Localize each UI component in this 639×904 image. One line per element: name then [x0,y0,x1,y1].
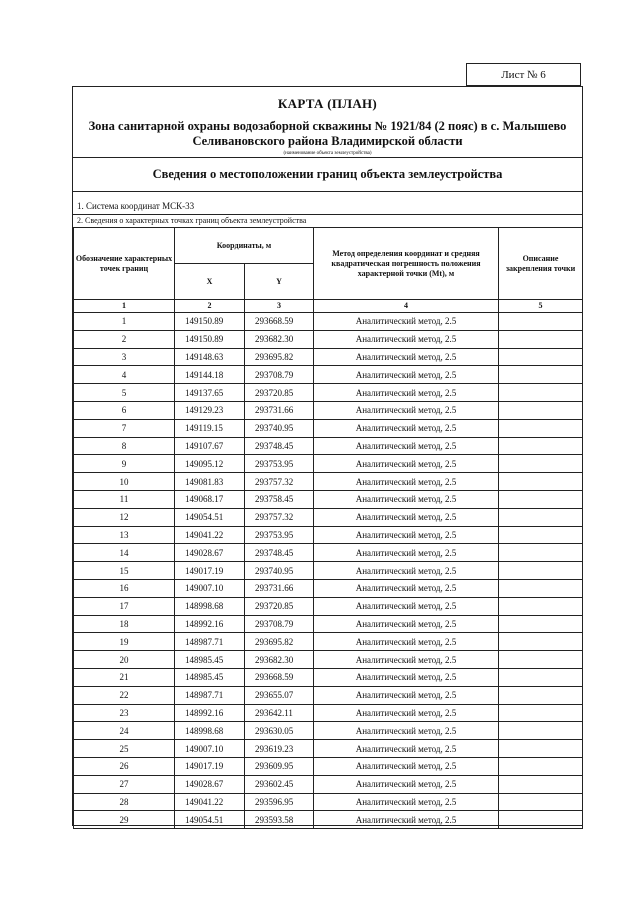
table-row [74,419,583,437]
header-y: Y [245,264,314,300]
description-cell [499,366,583,384]
point-number-cell: 25 [74,740,175,758]
table-row [74,633,583,651]
description-cell [499,668,583,686]
y-cell: 293731.66 [245,579,314,597]
x-cell: 148985.45 [175,668,245,686]
description-cell [499,686,583,704]
method-cell: Аналитический метод, 2.5 [314,490,499,508]
x-cell: 148998.68 [175,722,245,740]
description-cell [499,313,583,331]
x-cell: 149137.65 [175,384,245,402]
method-cell: Аналитический метод, 2.5 [314,704,499,722]
col-number-2: 2 [175,300,245,313]
x-cell: 148985.45 [175,651,245,669]
table-row [74,562,583,580]
y-cell: 293753.95 [245,455,314,473]
point-number-cell: 6 [74,401,175,419]
y-cell: 293695.82 [245,348,314,366]
table-row [74,615,583,633]
point-number-cell: 3 [74,348,175,366]
x-cell: 148987.71 [175,633,245,651]
table-row [74,348,583,366]
x-cell: 149129.23 [175,401,245,419]
point-number-cell: 13 [74,526,175,544]
description-cell [499,384,583,402]
table-row [74,757,583,775]
description-cell [499,704,583,722]
y-cell: 293748.45 [245,544,314,562]
method-cell: Аналитический метод, 2.5 [314,562,499,580]
table-row [74,490,583,508]
document-subtitle: Зона санитарной охраны водозаборной скважины № 1921/84 (2 пояс) в с. Малышево Селивановского района Владимирской области [88,119,567,148]
x-cell: 149007.10 [175,579,245,597]
y-cell: 293720.85 [245,384,314,402]
table-row [74,668,583,686]
y-cell: 293695.82 [245,633,314,651]
description-cell [499,455,583,473]
method-cell: Аналитический метод, 2.5 [314,686,499,704]
y-cell: 293708.79 [245,615,314,633]
method-cell: Аналитический метод, 2.5 [314,330,499,348]
description-cell [499,615,583,633]
description-cell [499,490,583,508]
table-row [74,686,583,704]
method-cell: Аналитический метод, 2.5 [314,508,499,526]
title-block [73,87,582,158]
description-cell [499,793,583,811]
points-info-line: 2. Сведения о характерных точках границ объекта землеустройства [77,216,307,225]
description-cell [499,544,583,562]
col-number-3: 3 [245,300,314,313]
header-method: Метод определения координат и средняя квадратическая погрешность положения характерной точки (Mt), м [314,228,499,300]
point-number-cell: 16 [74,579,175,597]
table-row [74,651,583,669]
table-row [74,597,583,615]
table-row [74,526,583,544]
method-cell: Аналитический метод, 2.5 [314,384,499,402]
method-cell: Аналитический метод, 2.5 [314,437,499,455]
x-cell: 149144.18 [175,366,245,384]
table-row [74,704,583,722]
x-cell: 149017.19 [175,562,245,580]
x-cell: 148998.68 [175,597,245,615]
description-cell [499,722,583,740]
x-cell: 149007.10 [175,740,245,758]
y-cell: 293642.11 [245,704,314,722]
description-cell [499,562,583,580]
description-cell [499,526,583,544]
method-cell: Аналитический метод, 2.5 [314,579,499,597]
coordinate-system-line: 1. Система координат МСК-33 [73,201,582,215]
point-number-cell: 21 [74,668,175,686]
point-number-cell: 5 [74,384,175,402]
method-cell: Аналитический метод, 2.5 [314,544,499,562]
point-number-cell: 4 [74,366,175,384]
y-cell: 293740.95 [245,419,314,437]
description-cell [499,579,583,597]
description-cell [499,740,583,758]
col-number-4: 4 [314,300,499,313]
col-number-1: 1 [74,300,175,313]
x-cell: 149041.22 [175,526,245,544]
header-coords: Координаты, м [175,228,314,264]
points-table [73,227,583,829]
method-cell: Аналитический метод, 2.5 [314,722,499,740]
point-number-cell: 8 [74,437,175,455]
description-cell [499,330,583,348]
method-cell: Аналитический метод, 2.5 [314,419,499,437]
point-number-cell: 18 [74,615,175,633]
table-row [74,811,583,829]
y-cell: 293708.79 [245,366,314,384]
x-cell: 149028.67 [175,775,245,793]
point-number-cell: 7 [74,419,175,437]
point-number-cell: 10 [74,473,175,491]
method-cell: Аналитический метод, 2.5 [314,668,499,686]
point-number-cell: 22 [74,686,175,704]
y-cell: 293758.45 [245,490,314,508]
y-cell: 293596.95 [245,793,314,811]
y-cell: 293682.30 [245,651,314,669]
x-cell: 149041.22 [175,793,245,811]
y-cell: 293731.66 [245,401,314,419]
y-cell: 293593.58 [245,811,314,829]
y-cell: 293757.32 [245,473,314,491]
x-cell: 149081.83 [175,473,245,491]
description-cell [499,348,583,366]
y-cell: 293619.23 [245,740,314,758]
table-row [74,473,583,491]
method-cell: Аналитический метод, 2.5 [314,401,499,419]
description-cell [499,775,583,793]
point-number-cell: 17 [74,597,175,615]
table-row [74,313,583,331]
point-number-cell: 9 [74,455,175,473]
y-cell: 293757.32 [245,508,314,526]
y-cell: 293740.95 [245,562,314,580]
x-cell: 149054.51 [175,811,245,829]
method-cell: Аналитический метод, 2.5 [314,366,499,384]
x-cell: 149068.17 [175,490,245,508]
description-cell [499,437,583,455]
x-cell: 149107.67 [175,437,245,455]
method-cell: Аналитический метод, 2.5 [314,775,499,793]
method-cell: Аналитический метод, 2.5 [314,740,499,758]
y-cell: 293668.59 [245,313,314,331]
table-row [74,330,583,348]
col-number-5: 5 [499,300,583,313]
method-cell: Аналитический метод, 2.5 [314,757,499,775]
point-number-cell: 1 [74,313,175,331]
table-row [74,722,583,740]
y-cell: 293609.95 [245,757,314,775]
section-heading: Сведения о местоположении границ объекта землеустройства [73,157,582,192]
y-cell: 293668.59 [245,668,314,686]
sheet-number: Лист № 6 [466,63,581,86]
y-cell: 293748.45 [245,437,314,455]
method-cell: Аналитический метод, 2.5 [314,473,499,491]
document-title: КАРТА (ПЛАН) [277,96,378,111]
method-cell: Аналитический метод, 2.5 [314,597,499,615]
y-cell: 293630.05 [245,722,314,740]
point-number-cell: 24 [74,722,175,740]
table-row [74,579,583,597]
y-cell: 293753.95 [245,526,314,544]
method-cell: Аналитический метод, 2.5 [314,526,499,544]
method-cell: Аналитический метод, 2.5 [314,615,499,633]
table-row [74,740,583,758]
document-frame [72,86,583,826]
description-cell [499,811,583,829]
x-cell: 148987.71 [175,686,245,704]
point-number-cell: 14 [74,544,175,562]
point-number-cell: 20 [74,651,175,669]
table-row [74,793,583,811]
point-number-cell: 11 [74,490,175,508]
description-cell [499,419,583,437]
description-cell [499,401,583,419]
header-x: X [175,264,245,300]
table-row [74,455,583,473]
x-cell: 148992.16 [175,615,245,633]
x-cell: 149119.15 [175,419,245,437]
x-cell: 149150.89 [175,330,245,348]
y-cell: 293602.45 [245,775,314,793]
x-cell: 149095.12 [175,455,245,473]
description-cell [499,597,583,615]
table-row [74,384,583,402]
point-number-cell: 19 [74,633,175,651]
point-number-cell: 23 [74,704,175,722]
table-row [74,544,583,562]
point-number-cell: 2 [74,330,175,348]
method-cell: Аналитический метод, 2.5 [314,348,499,366]
point-number-cell: 29 [74,811,175,829]
description-cell [499,757,583,775]
y-cell: 293655.07 [245,686,314,704]
description-cell [499,633,583,651]
method-cell: Аналитический метод, 2.5 [314,455,499,473]
header-point: Обозначение характерных точек границ [74,228,175,300]
table-row [74,508,583,526]
method-cell: Аналитический метод, 2.5 [314,793,499,811]
x-cell: 149148.63 [175,348,245,366]
method-cell: Аналитический метод, 2.5 [314,633,499,651]
x-cell: 149054.51 [175,508,245,526]
x-cell: 149017.19 [175,757,245,775]
description-cell [499,473,583,491]
method-cell: Аналитический метод, 2.5 [314,651,499,669]
point-number-cell: 27 [74,775,175,793]
table-row [74,775,583,793]
point-number-cell: 28 [74,793,175,811]
y-cell: 293682.30 [245,330,314,348]
table-row [74,401,583,419]
description-cell [499,651,583,669]
method-cell: Аналитический метод, 2.5 [314,313,499,331]
subtitle-caption: (наименование объекта землеустройства) [283,151,372,156]
point-number-cell: 12 [74,508,175,526]
y-cell: 293720.85 [245,597,314,615]
x-cell: 148992.16 [175,704,245,722]
header-description: Описание закрепления точки [499,228,583,300]
point-number-cell: 15 [74,562,175,580]
x-cell: 149028.67 [175,544,245,562]
table-row [74,437,583,455]
point-number-cell: 26 [74,757,175,775]
x-cell: 149150.89 [175,313,245,331]
table-row [74,366,583,384]
method-cell: Аналитический метод, 2.5 [314,811,499,829]
description-cell [499,508,583,526]
